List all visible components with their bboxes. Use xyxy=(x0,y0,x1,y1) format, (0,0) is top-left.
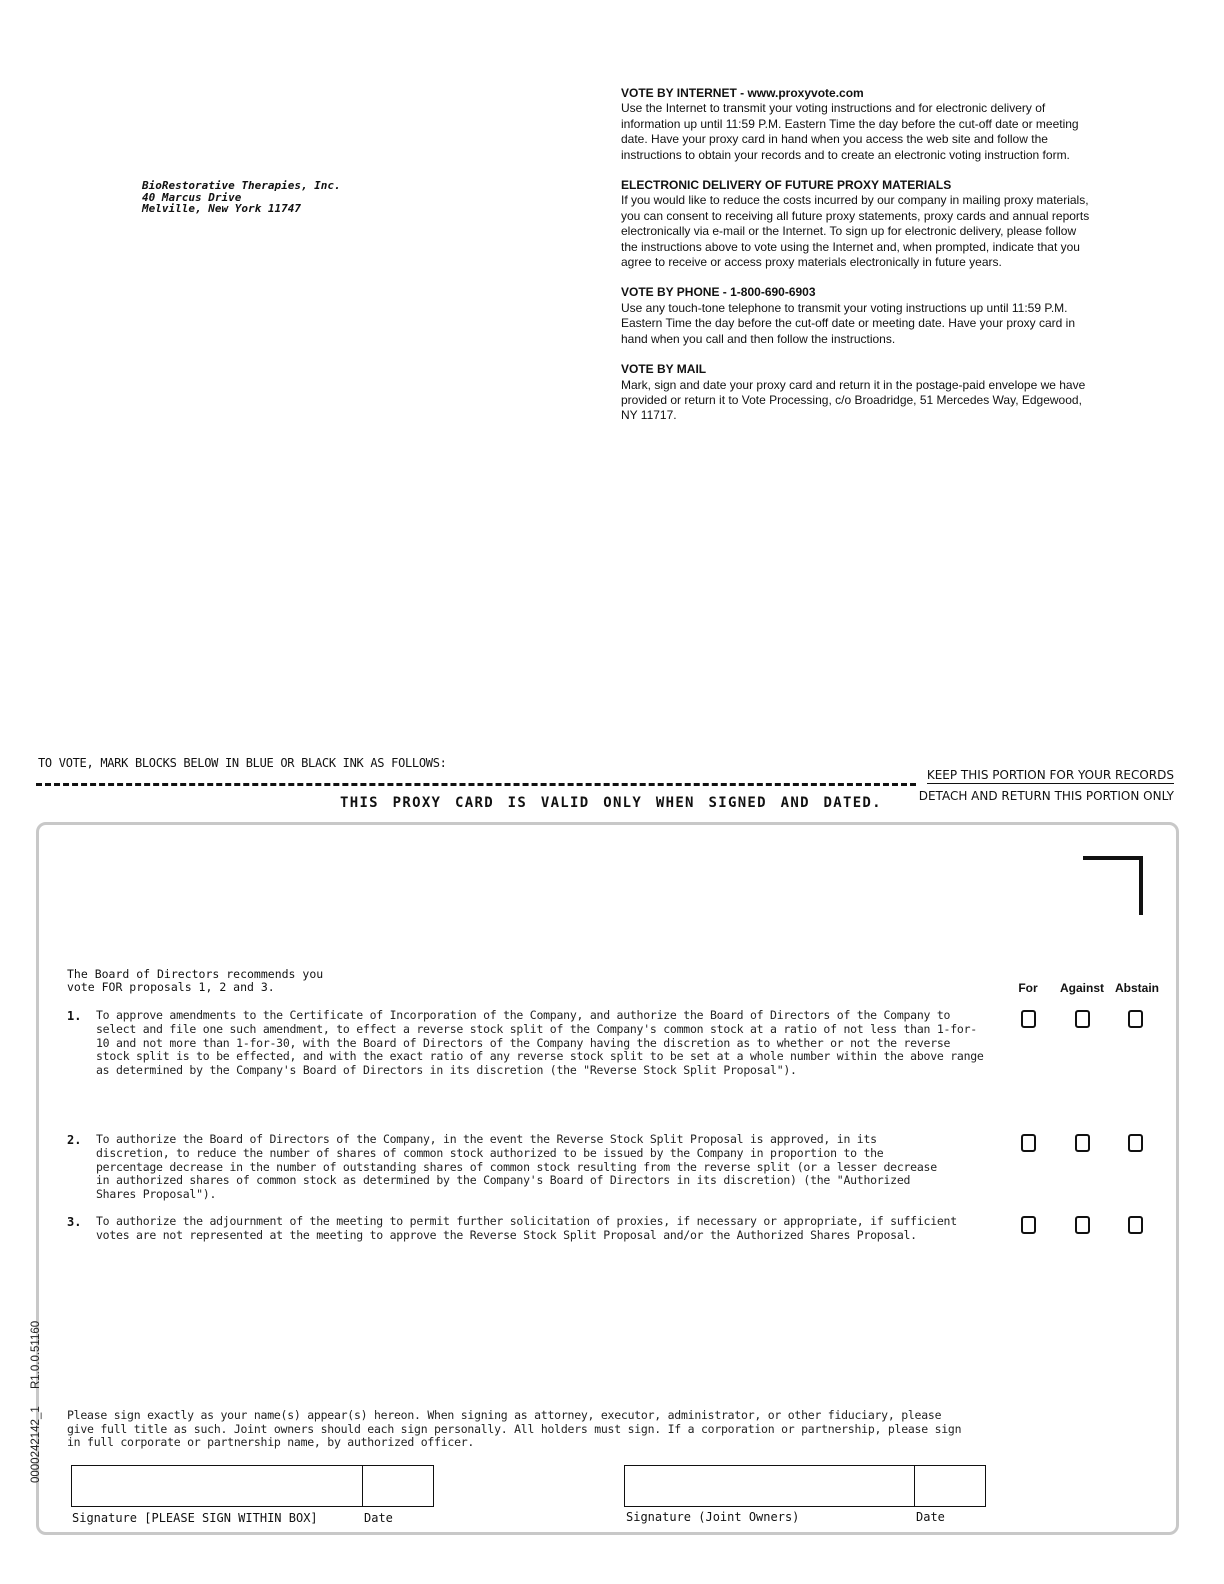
vote-by-mail-section xyxy=(621,362,1096,424)
proposal-1-abstain-checkbox[interactable] xyxy=(1128,1010,1143,1028)
document-code: 0000242142_1 xyxy=(30,1406,42,1483)
proposal-2-against-checkbox[interactable] xyxy=(1075,1134,1090,1152)
vote-by-internet-section xyxy=(621,86,1096,163)
registration-corner-mark xyxy=(1083,856,1143,915)
proposal-3-number: 3. xyxy=(67,1215,82,1229)
board-recommendation-line1: The Board of Directors recommends you xyxy=(67,967,324,981)
electronic-delivery-section xyxy=(621,178,1096,270)
joint-owner-signature-box[interactable] xyxy=(624,1465,986,1507)
voting-instructions xyxy=(621,86,1096,439)
vote-by-phone-text: Use any touch-tone telephone to transmit your voting instructions up until 11:59 P.M. Eastern Time the day before the cut-off date or meeting date. Have your proxy card in hand when you call and then follow the instructions. xyxy=(621,300,1076,346)
company-name: BioRestorative Therapies, Inc. xyxy=(142,179,341,192)
proposal-2-abstain-checkbox[interactable] xyxy=(1128,1134,1143,1152)
keep-portion-label: KEEP THIS PORTION FOR YOUR RECORDS xyxy=(926,768,1174,782)
vote-by-internet-title: VOTE BY INTERNET - www.proxyvote.com xyxy=(621,86,864,100)
proposal-1-number: 1. xyxy=(67,1009,82,1023)
proposal-2-text: To authorize the Board of Directors of the Company, in the event the Reverse Stock Split Proposal is approved, in its discretion, to reduce the number of shares of common stock authorized to be issued by the Company in proportion to the percentage decrease in the number of outstanding shares of common stock resulting from the reverse split (or a lesser decrease in authorized shares of common stock as determined by the Company's Board of Directors in its discretion) (the "Authorized Shares Proposal"). xyxy=(96,1132,937,1202)
board-recommendation-line2: vote FOR proposals 1, 2 and 3. xyxy=(67,980,275,994)
signing-instructions: Please sign exactly as your name(s) appear(s) hereon. When signing as attorney, executor, administrator, or other fiduciary, please give full title as such. Joint owners should each sign personally. All holders must sign. If a corporation or partnership, please sign in full corporate or partnership name, by authorized officer. xyxy=(67,1408,962,1450)
proposal-1-against-checkbox[interactable] xyxy=(1075,1010,1090,1028)
board-recommendation xyxy=(67,968,323,994)
valid-notice: THIS PROXY CARD IS VALID ONLY WHEN SIGNED AND DATED. xyxy=(340,795,882,811)
return-address xyxy=(142,180,341,215)
proposal-3-against-checkbox[interactable] xyxy=(1075,1216,1090,1234)
proposal-3-text: To authorize the adjournment of the meeting to permit further solicitation of proxies, if necessary or appropriate, if sufficient votes are not represented at the meeting to approve the Reverse Stock Split Proposal and/or the Authorized Shares Proposal. xyxy=(96,1214,957,1242)
detach-return-label: DETACH AND RETURN THIS PORTION ONLY xyxy=(918,789,1174,803)
date-label: Date xyxy=(364,1511,393,1525)
proposal-3-abstain-checkbox[interactable] xyxy=(1128,1216,1143,1234)
proposal-2-for-checkbox[interactable] xyxy=(1021,1134,1036,1152)
column-header-abstain: Abstain xyxy=(1114,981,1159,995)
proposal-1-text: To approve amendments to the Certificate of Incorporation of the Company, and authorize the Board of Directors of the Company to select and file one such amendment, to effect a reverse stock split of the Company's common stock at a ratio of not less than 1-for-10 and not more than 1-for-30, with the Board of Directors of the Company having the discretion as to whether or not the reverse stock split is to be effected, and with the exact ratio of any reverse stock split to be set at a whole number within the above range as determined by the Company's Board of Directors in its discretion (the "Reverse Stock Split Proposal"). xyxy=(96,1008,984,1078)
proposal-1-for-checkbox[interactable] xyxy=(1021,1010,1036,1028)
side-identifier xyxy=(30,1307,42,1483)
proposal-2-number: 2. xyxy=(67,1133,82,1147)
street-address: 40 Marcus Drive xyxy=(142,190,242,204)
electronic-delivery-title: ELECTRONIC DELIVERY OF FUTURE PROXY MATERIALS xyxy=(621,178,952,193)
joint-owner-signature-label: Signature (Joint Owners) xyxy=(626,1510,800,1524)
vote-by-phone-section xyxy=(621,285,1096,347)
vote-by-phone-title: VOTE BY PHONE - 1-800-690-6903 xyxy=(621,285,816,300)
joint-date-label: Date xyxy=(916,1510,945,1524)
signature-box[interactable] xyxy=(71,1465,434,1507)
vote-by-mail-title: VOTE BY MAIL xyxy=(621,362,707,377)
vote-by-mail-text: Mark, sign and date your proxy card and return it in the postage-paid envelope we have provided or return it to Vote Processing, c/o Broadridge, 51 Mercedes Way, Edgewood, NY 11717. xyxy=(621,377,1086,423)
city-state-zip: Melville, New York 11747 xyxy=(142,202,301,215)
column-header-against: Against xyxy=(1059,981,1104,995)
joint-date-box-divider xyxy=(914,1466,915,1506)
mark-instructions: TO VOTE, MARK BLOCKS BELOW IN BLUE OR BLACK INK AS FOLLOWS: xyxy=(38,756,447,770)
detach-line xyxy=(36,783,916,786)
date-box-divider xyxy=(362,1466,363,1506)
revision-code: R1.0.0.51160 xyxy=(30,1320,42,1390)
electronic-delivery-text: If you would like to reduce the costs incurred by our company in mailing proxy materials, you can consent to receiving all future proxy statements, proxy cards and annual reports electronically via e-mail or the Internet. To sign up for electronic delivery, please follow the instructions above to vote using the Internet and, when prompted, indicate that you agree to receive or access proxy materials electronically in future years. xyxy=(621,193,1090,270)
column-header-for: For xyxy=(1018,981,1038,995)
signature-label: Signature [PLEASE SIGN WITHIN BOX] xyxy=(72,1511,318,1525)
vote-by-internet-text: Use the Internet to transmit your voting instructions and for electronic delivery of information up until 11:59 P.M. Eastern Time the day before the cut-off date or meeting date. Have your proxy card in hand when you access the web site and follow the instructions to obtain your records and to create an electronic voting instruction form. xyxy=(621,101,1079,162)
proposal-3-for-checkbox[interactable] xyxy=(1021,1216,1036,1234)
